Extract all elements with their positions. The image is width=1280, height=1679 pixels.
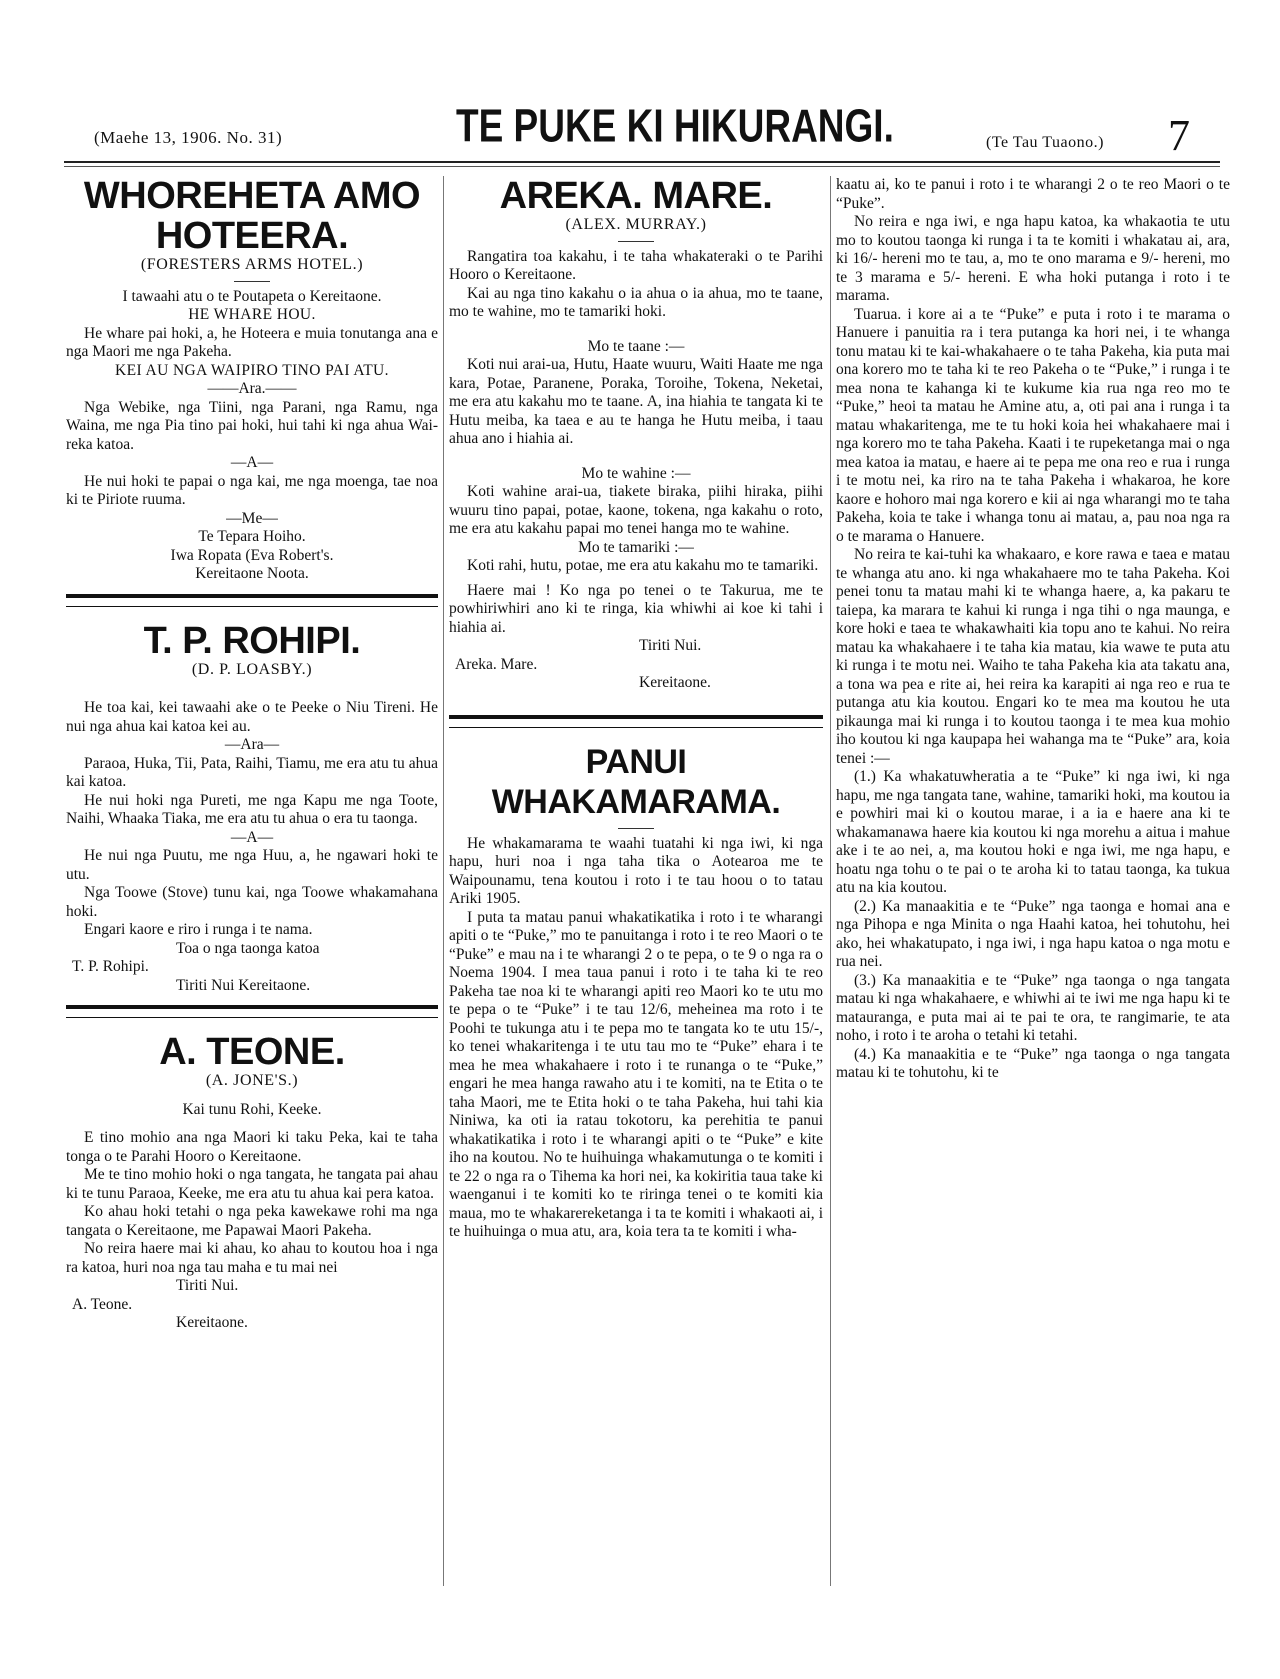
advert-line: E tino mohio ana nga Maori ki taku Peka, kai te taha tonga o te Parahi Hooro o Kereitaone. (66, 1129, 438, 1165)
advert-line: KEI AU NGA WAIPIRO TINO PAI ATU. (115, 361, 389, 379)
notice-paragraph: (3.) Ka manaakitia e te “Puke” nga taonga o nga tangata matau ki nga whakahaere, e whiwhi ai te iwi me nga hapu ki te matauranga, e puta mai ai te pai te ora, te rangimarie, te ata noho, i roto i te aroha o tetahi ki tetahi. (836, 971, 1230, 1044)
advert-subtitle: (FORESTERS ARMS HOTEL.) (140, 256, 364, 273)
advert-line: Te Tepara Hoiho. (198, 528, 306, 545)
advert-line: I tawaahi atu o te Poutapeta o Kereitaone. (122, 287, 382, 305)
advert-teone (66, 1032, 438, 1333)
advert-line: Kai au nga tino kakahu o ia ahua o ia ahua, mo te taane, mo te wahine, mo te tamariki hoki. (449, 284, 823, 320)
advert-line: He nui hoki te papai o nga kai, me nga moenga, tae noa ki te Piriote ruuma. (66, 472, 438, 508)
masthead (90, 100, 1230, 160)
column-1 (66, 176, 438, 1333)
advert-line: Koti wahine arai-ua, tiakete biraka, piihi hiraka, piihi wuuru tino papai, potae, kaone, tokena, nga kakahu o roto, me era atu kakahu papai mo tenei hanga mo te wahine. (449, 483, 823, 537)
advert-line: Tiriti Nui. (176, 1277, 239, 1294)
advert-line: Mo te wahine :— (581, 464, 691, 482)
advert-line: Kereitaone. (639, 674, 711, 691)
newspaper-title: TE PUKE KI HIKURANGI. (456, 100, 894, 152)
advert-line: Kereitaone. (176, 1314, 248, 1331)
advert-line: Ko ahau hoki tetahi o nga peka kawekawe rohi ma nga tangata o Kereitaone, me Papawai Maori Pakeha. (66, 1203, 438, 1239)
page-number: 7 (1168, 111, 1190, 160)
divider (618, 241, 654, 242)
notice-paragraph: kaatu ai, ko te panui i roto i te wharangi 2 o te reo Maori o te “Puke”. (836, 176, 1230, 212)
advert-line: Haere mai ! Ko nga po tenei o te Takurua, me te powhiriwhiri ano ki te ringa, kia whiwhi ai koe ki tahi i hiahia ai. (449, 581, 823, 636)
advert-line: T. P. Rohipi. (72, 958, 149, 975)
advert-areka-mare (449, 176, 823, 693)
advert-line: Kereitaone Noota. (195, 565, 309, 582)
advert-line: He nui nga Puutu, me nga Huu, a, he ngawari hoki te utu. (66, 847, 438, 883)
advert-line: Engari kaore e riro i runga i te nama. (84, 921, 313, 938)
advert-line: —Ara— (224, 736, 280, 753)
advert-line: —Me— (226, 509, 278, 527)
advert-line: Kai tunu Rohi, Keeke. (182, 1100, 322, 1118)
divider (234, 281, 270, 282)
section-rule (66, 594, 438, 598)
notice-title: PANUI WHAKAMARAMA. (491, 742, 781, 821)
advert-foresters-arms (66, 176, 438, 584)
column-3 (836, 176, 1230, 1083)
notice-panui-whakamarama (449, 742, 823, 1242)
advert-line: HE WHARE HOU. (188, 306, 316, 323)
notice-paragraph: No reira e nga iwi, e nga hapu katoa, ka whakaotia te utu mo to koutou taonga ki runga i ta te komiti i whakatau ai, ara, ki 16/- hereni mo te tau, a, mo te ono marama e 9/- hereni, mo te 3 marama e 5/- hereni. E wha hoki putanga i roto i te marama. (836, 213, 1230, 304)
advert-subtitle: (D. P. LOASBY.) (191, 660, 313, 678)
section-rule-thin (449, 727, 823, 728)
notice-paragraph: He whakamarama te waahi tuatahi ki nga iwi, ki nga hapu, huri noa i nga taha tika o Aotearoa me te Waipounamu, tena koutou i roto i te tau hoou o to tatau Ariki 1905. (449, 834, 823, 907)
advert-line: Iwa Ropata (Eva Robert's. (170, 546, 334, 564)
advert-title: T. P. ROHIPI. (143, 619, 361, 662)
advert-line: —A— (230, 828, 274, 846)
advert-line: Paraoa, Huka, Tii, Pata, Raihi, Tiamu, me era atu tu ahua kai katoa. (66, 754, 438, 790)
advert-line: No reira haere mai ki ahau, ko ahau to koutou hoa i nga ra katoa, huri noa nga tau maha e tu mai nei (66, 1240, 438, 1276)
advert-line: Me te tino mohio hoki o nga tangata, he tangata pai ahau ki te tunu Paraoa, Keeke, me era atu tu ahua kai pera katoa. (66, 1166, 438, 1202)
advert-line: Toa o nga taonga katoa (176, 939, 320, 957)
column-divider (443, 176, 444, 1586)
column-2 (449, 176, 823, 1242)
advert-line: A. Teone. (72, 1295, 133, 1313)
advert-line: Tiriti Nui. (639, 637, 702, 654)
issue-date: (Maehe 13, 1906. No. 31) (94, 128, 283, 147)
masthead-rule-thin (64, 166, 1220, 167)
advert-line: Tiriti Nui Kereitaone. (176, 976, 311, 994)
notice-paragraph: (1.) Ka whakatuwheratia a te “Puke” ki nga iwi, ki nga hapu, me nga tangata tane, wahine, tamariki hoki, ma koutou ia e powhiri mai ki o koutou marae, i a ia e haere ana ki te whakamanawa haere kia koutou ki nga morehu a aitua i mahue ake i te ao nei, a, ma koutou hoki e nga iwi, me nga hapu, e hoatu nga tohu o te pai o te aroha ki to tatau taonga, ka tukua atu na kia koutou. (836, 768, 1230, 896)
notice-paragraph: No reira te kai-tuhi ka whakaaro, e kore rawa e taea e matau te whanga atu ano. ki nga whakahaere mo te taha Pakeha. Koi penei tonu ta matau mahi ki te whanga haere, a, ka pakaru te taiepa, ka marara te kahui ki runga i nga tihi o nga maunga, e kore hoki e taea te whakawhaiti kia topu ano te kahui. No reira matau ka whakahaere i te taha kia matau, kia wawe te puta atu ki runga i te motu nei. Waiho te taha Pakeha kia ata takatu ana, a tona wa pea e rite ai, hei reira ka karapiti ai nga reo e rua te putanga atu kia koutou. Engari ko te mea ma koutou he uta pikaunga mai ki runga i to koutou taonga i te mea kua mohio iho koutou ki nga kaupapa hei wahanga ma te “Puke” ara, koia tenei :— (836, 546, 1230, 767)
advert-line: Mo te taane :— (587, 337, 685, 355)
section-rule (66, 1005, 438, 1009)
notice-paragraph: (2.) Ka manaakitia e te “Puke” nga taonga e homai ana e nga Pihopa e nga Minita o nga Haahi katoa, hei tohutohu, hei ako, hei whakatupato, i nga iwi, i nga hapu katoa o nga motu e rua nei. (836, 897, 1230, 970)
volume-label: (Te Tau Tuaono.) (986, 134, 1104, 151)
advert-line: Nga Toowe (Stove) tunu kai, nga Toowe whakamahana hoki. (66, 884, 438, 920)
advert-subtitle: (A. JONE'S.) (205, 1072, 299, 1089)
advert-line: ——Ara.—— (207, 380, 297, 397)
section-rule-thin (66, 1017, 438, 1018)
advert-line: Nga Webike, nga Tiini, nga Parani, nga Ramu, nga Waina, me nga Pia tino pai hoki, hui tahi ki nga ahua Wai-reka katoa. (66, 398, 438, 453)
advert-title: A. TEONE. (159, 1031, 345, 1073)
advert-rohipi (66, 621, 438, 996)
advert-line: Koti nui arai-ua, Hutu, Haate wuuru, Waiti Haate me nga kara, Potae, Paranene, Poraka, Toroihe, Tokena, Neketai, me era atu kakahu mo te taane. A, ina hiahia te tangata ki te Hutu meiba, ka taea e au te hanga he Hutu meiba, i taau ahua ano i hiahia ai. (449, 356, 823, 447)
notice-paragraph: I puta ta matau panui whakatikatika i roto i te wharangi apiti o te “Puke,” mo te panuitanga i roto i te reo Maori o te “Puke” e mau na i te wharangi 2 o te pepa, o te 9 o nga ra o Noema 1904. I mea taua panui i roto i te taha ki te reo Pakeha tae noa ki te wharangi apiti reo Maori ko te utu mo te pepa o te “Puke” i te tau 12/6, meheinea ma roto i te Poohi te tukunga atu i te pepa mo te tangata ko te utu 15/-, ko tenei whakaritenga i te utu tau mo te “Puke” ehara i te mea he mea whakahaere i roto i te runanga o te “Puke,” engari he mea hanga rawaho atu i te komiti, na te Etita o te taha Maori, me te Etita hoki o te taha Pakeha, hui tahi kia Niniwa, ka oti ia ratau tokotoru, ka perehitia te panui whakatikatika i roto i te wharangi apiti o te “Puke” e kite iho na koutou. No te huihuinga whakamutunga o te komiti i te 22 o nga ra o Tihema ka hori nei, ka kokiritia taua take ki waenganui i te komiti ko te riringa tenei o te komiti kia maua, mo te whakarereketanga i ta te komiti i whakaoti ai, i te huihuinga o mua atu, ara, koia tera ta te komiti i wha- (449, 908, 823, 1240)
advert-line: —A— (230, 454, 274, 471)
column-divider (830, 176, 831, 1586)
advert-line: He nui hoki nga Pureti, me nga Kapu me nga Toote, Naihi, Whaaka Tiaka, me era atu tu ahua o era tu taonga. (66, 791, 438, 827)
advert-line: Rangatira toa kakahu, i te taha whakateraki o te Parihi Hooro o Kereitaone. (449, 247, 823, 283)
advert-subtitle: (ALEX. MURRAY.) (565, 216, 707, 233)
advert-title: WHOREHETA AMO HOTEERA. (83, 175, 421, 257)
advert-line: He whare pai hoki, a, he Hoteera e muia tonutanga ana e nga Maori me nga Pakeha. (66, 324, 438, 360)
advert-line: Mo te tamariki :— (578, 538, 694, 556)
advert-line: He toa kai, kei tawaahi ake o te Peeke o Niu Tireni. He nui nga ahua kai katoa kei au. (66, 699, 438, 735)
section-rule-thin (66, 606, 438, 607)
advert-line: Areka. Mare. (455, 655, 538, 673)
advert-title: AREKA. MARE. (499, 175, 773, 217)
advert-line: Koti rahi, hutu, potae, me era atu kakahu mo te tamariki. (467, 557, 819, 574)
section-rule (449, 715, 823, 719)
notice-paragraph: (4.) Ka manaakitia e te “Puke” nga taonga o nga tangata matau ki te tohutohu, ki te (836, 1045, 1230, 1081)
masthead-rule (64, 161, 1220, 163)
divider (618, 828, 654, 829)
notice-paragraph: Tuarua. i kore ai a te “Puke” e puta i roto i te marama o Hanuere i panuitia ra i tera putanga ka hori nei, i te whanga tonu matau ki te kai-whakahaere o te taha Pakeha, kia puta mai ona korero mo te taha ki te reo Pakeha o te “Puke,” i runga i te mea nona te kahanga ki te kukume kia rua nga reo mo te “Puke,” heoi ta matau he Amine atu, a, oti pai ana i runga i ta matau whakaritenga, me te tu hoki koia hei whakahaere mai i nga korero mo te taha Pakeha. Kaati i te rupeketanga mai o nga mea katoa ia matau, e haere ai te pepa me ona reo e rua i runga i te motu nei, ka riro na te taha Pakeha i whakaroa, he kore kaore e hohoro mai nga korero e kii ai nga wharangi mo te taha Pakeha, koia te take i whanga tonu ai matau, a, pau noa nga ra o te marama o Hanuere. (836, 305, 1230, 545)
